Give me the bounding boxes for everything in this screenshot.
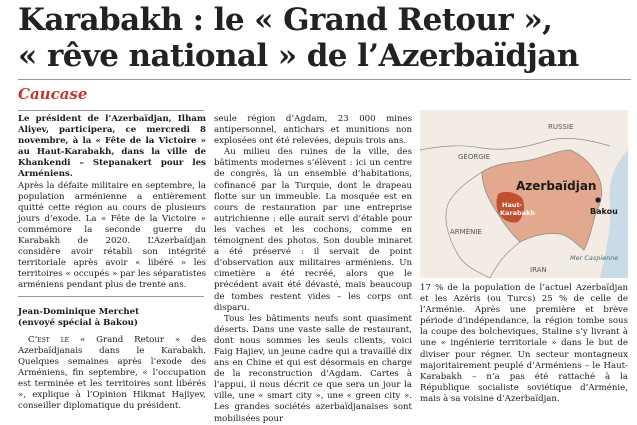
label-karabakh-2: Karabakh bbox=[500, 209, 536, 217]
byline-author: Jean-Dominique Merchet bbox=[18, 306, 140, 317]
section-label: Caucase bbox=[18, 85, 88, 103]
headline-line-1: Karabakh : le « Grand Retour », bbox=[18, 2, 553, 38]
label-georgie: GÉORGIE bbox=[458, 153, 491, 161]
label-bakou: Bakou bbox=[590, 207, 618, 216]
column-3 bbox=[420, 283, 628, 404]
label-russie: RUSSIE bbox=[548, 123, 574, 131]
map-figure bbox=[420, 110, 628, 278]
column-2 bbox=[214, 114, 412, 424]
headline-rule bbox=[18, 79, 631, 80]
lead-paragraph: Le président de l’Azerbaïdjan, Ilham Aliyev, participera, ce mercredi 8 novembre, à la « Fête de la Victoire » au Haut-Karabakh, dans la ville de Khankendi – Stepanakert pour les Arméniens. bbox=[18, 114, 206, 180]
column-1 bbox=[18, 114, 206, 412]
col2-paragraph-2: Au milieu des ruines de la ville, des bâtiments modernes s’élèvent : ici un centre de congrès, là un ensemble d’habitations, cofinancé par la Turquie, dont le drapeau flotte sur un immeuble. La mosquée est en cours de restauration par une entreprise autrichienne : elle aurait servi d’étable pour les vaches et les cochons, comme en témoignent des photos. Son double minaret a été préservé : il servait de point d’observation aux militaires arméniens. Un cimetière a été recréé, alors que le précédent avait été dévasté, mais beaucoup de tombes restent vides – les corps ont disparu. bbox=[214, 147, 412, 313]
byline-rule bbox=[18, 296, 204, 297]
label-mer: Mer Caspienne bbox=[570, 254, 619, 262]
col3-paragraph-1: 17 % de la population de l’actuel Azerbaïdjan et les Azéris (ou Turcs) 25 % de celle de l’Arménie. Après une première et brève période d’indépendance, la région tombe sous la coupe des bolcheviques, Staline s’y livrant à une « ingénierie territoriale » dans le but de diviser pour régner. Un secteur montagneux majoritairement peuplé d’Arméniens – le Haut-Karabakh – n’a pas été rattaché à la République socialiste soviétique d’Arménie, mais à sa voisine d’Azerbaïdjan. bbox=[420, 283, 628, 404]
byline-note: (envoyé spécial à Bakou) bbox=[18, 317, 138, 328]
headline-line-2: « rêve national » de l’Azerbaïdjan bbox=[18, 38, 579, 74]
label-armenie: ARMÉNIE bbox=[450, 228, 482, 236]
headline bbox=[18, 2, 628, 74]
label-karabakh-1: Haut- bbox=[502, 201, 523, 209]
col2-paragraph-1: seule région d’Agdam, 23 000 mines antipersonnel, antichars et munitions non explosées ont été relevées, depuis trois ans. bbox=[214, 114, 412, 147]
body-paragraph-start: C’est le bbox=[28, 334, 70, 345]
body-paragraph-text: « Grand Retour » des Azerbaïdjanais dans le Karabakh. Quelques semaines après l’exode des Arméniens, fin septembre, « l’occupation est terminée et les territoires sont libérés », explique à l’Opinion Hikmat Hajiyev, conseiller diplomatique du président. bbox=[18, 334, 206, 412]
label-azerbaidjan: Azerbaïdjan bbox=[516, 179, 597, 193]
bakou-marker bbox=[595, 197, 600, 202]
intro-paragraph: Après la défaite militaire en septembre, la population arménienne a entièrement quitté cette région au cours de plusieurs jours d’exode. La « Fête de la Victoire » commémore la seconde guerre du Karabakh de 2020. L’Azerbaïdjan considère avoir rétabli son intégrité territoriale après avoir « libéré » les territoires « occupés » par les séparatistes arméniens pendant plus de trente ans. bbox=[18, 180, 206, 291]
map-svg bbox=[420, 110, 628, 278]
col2-paragraph-3: Tous les bâtiments neufs sont quasiment déserts. Dans une vaste salle de restaurant, dont nous sommes les seuls clients, voici Faig Hajiev, un jeune cadre qui a travaillé dix ans en Chine et qui est désormais en charge de la reconstruction d’Agdam. Cartes à l’appui, il nous décrit ce que sera un jour la ville, une « smart city », une « green city ». Les grandes sociétés azerbaïdjanaises sont mobilisées pour bbox=[214, 313, 412, 424]
body-paragraph bbox=[18, 335, 206, 413]
label-iran: IRAN bbox=[530, 266, 547, 274]
section-rule bbox=[18, 110, 204, 111]
